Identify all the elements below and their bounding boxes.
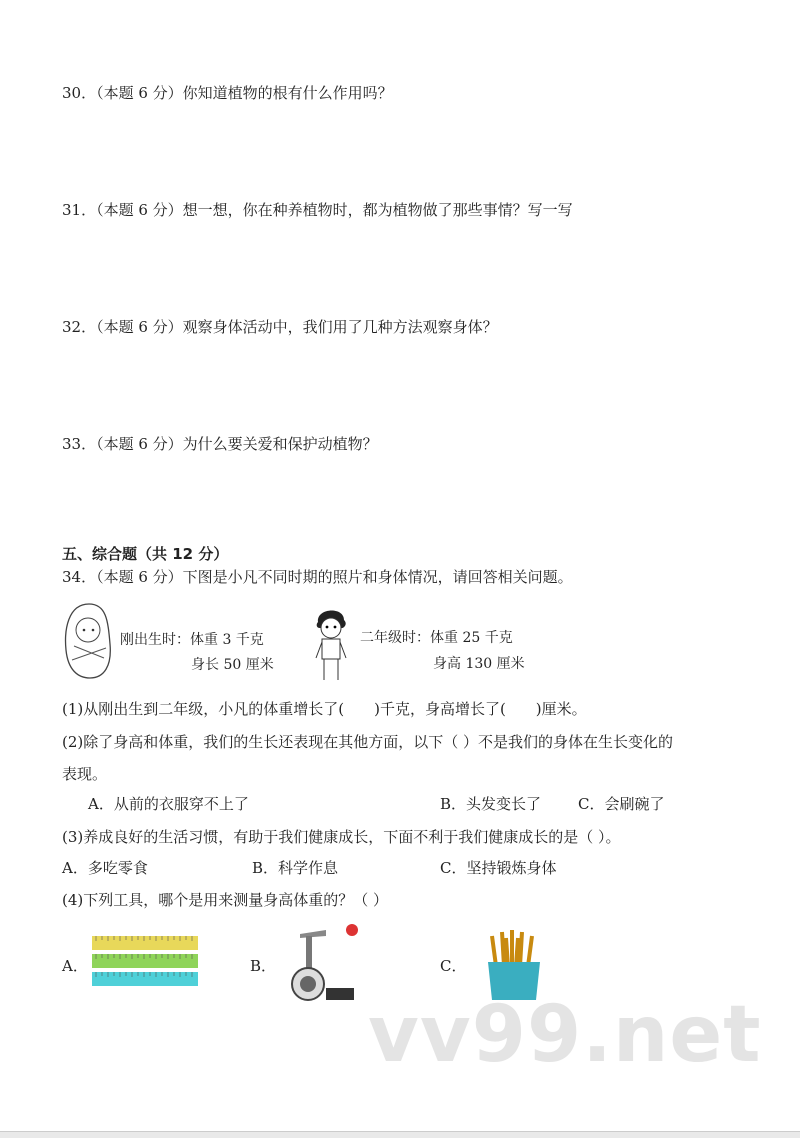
- sub2-option-b: B．头发变长了: [440, 795, 542, 813]
- question-33: 33．（本题 6 分）为什么要关爱和保护动植物？: [62, 435, 378, 453]
- question-30: 30．（本题 6 分）你知道植物的根有什么作用吗？: [62, 84, 393, 102]
- sub3-option-a: A．多吃零食: [62, 859, 148, 877]
- section-title: 五、综合题（共 12 分）: [62, 545, 229, 563]
- sub-question-2-cont: 表现。: [62, 765, 108, 783]
- sub-question-1: (1)从刚出生到二年级，小凡的体重增长了( )千克，身高增长了( )厘米。: [62, 700, 587, 718]
- baby-weight: 刚出生时：体重 3 千克: [120, 632, 264, 648]
- baby-length: 身长 50 厘米: [191, 657, 274, 673]
- sub3-option-c: C．坚持锻炼身体: [440, 859, 557, 877]
- watermark: vv99.net: [368, 990, 762, 1080]
- child-illustration: [310, 606, 352, 686]
- sub-question-4: (4)下列工具，哪个是用来测量身高体重的？（ ）: [62, 891, 389, 909]
- sub2-option-a: A．从前的衣服穿不上了: [88, 795, 249, 813]
- sub2-option-c: C．会刷碗了: [578, 795, 665, 813]
- question-32: 32．（本题 6 分）观察身体活动中，我们用了几种方法观察身体？: [62, 318, 498, 336]
- child-weight: 二年级时：体重 25 千克: [360, 630, 513, 646]
- sub4-option-c: C．: [440, 957, 467, 975]
- rulers-image: [90, 933, 200, 991]
- question-34-intro: 34．（本题 6 分）下图是小凡不同时期的照片和身体情况，请回答相关问题。: [62, 568, 573, 586]
- baby-illustration: [60, 600, 118, 680]
- sub4-option-b: B．: [250, 957, 277, 975]
- sub4-option-a: A．: [62, 957, 88, 975]
- sub-question-3: (3)养成良好的生活习惯，有助于我们健康成长，下面不利于我们健康成长的是（ ）。: [62, 828, 621, 846]
- sub-question-2: (2)除了身高和体重，我们的生长还表现在其他方面，以下（ ）不是我们的身体在生长变化的: [62, 733, 674, 751]
- question-31: 31．（本题 6 分）想一想，你在种养植物时，都为植物做了那些事情？写一写: [62, 201, 573, 219]
- child-height: 身高 130 厘米: [433, 656, 525, 672]
- height-weight-scale-image: [280, 922, 360, 1004]
- sub3-option-b: B．科学作息: [252, 859, 339, 877]
